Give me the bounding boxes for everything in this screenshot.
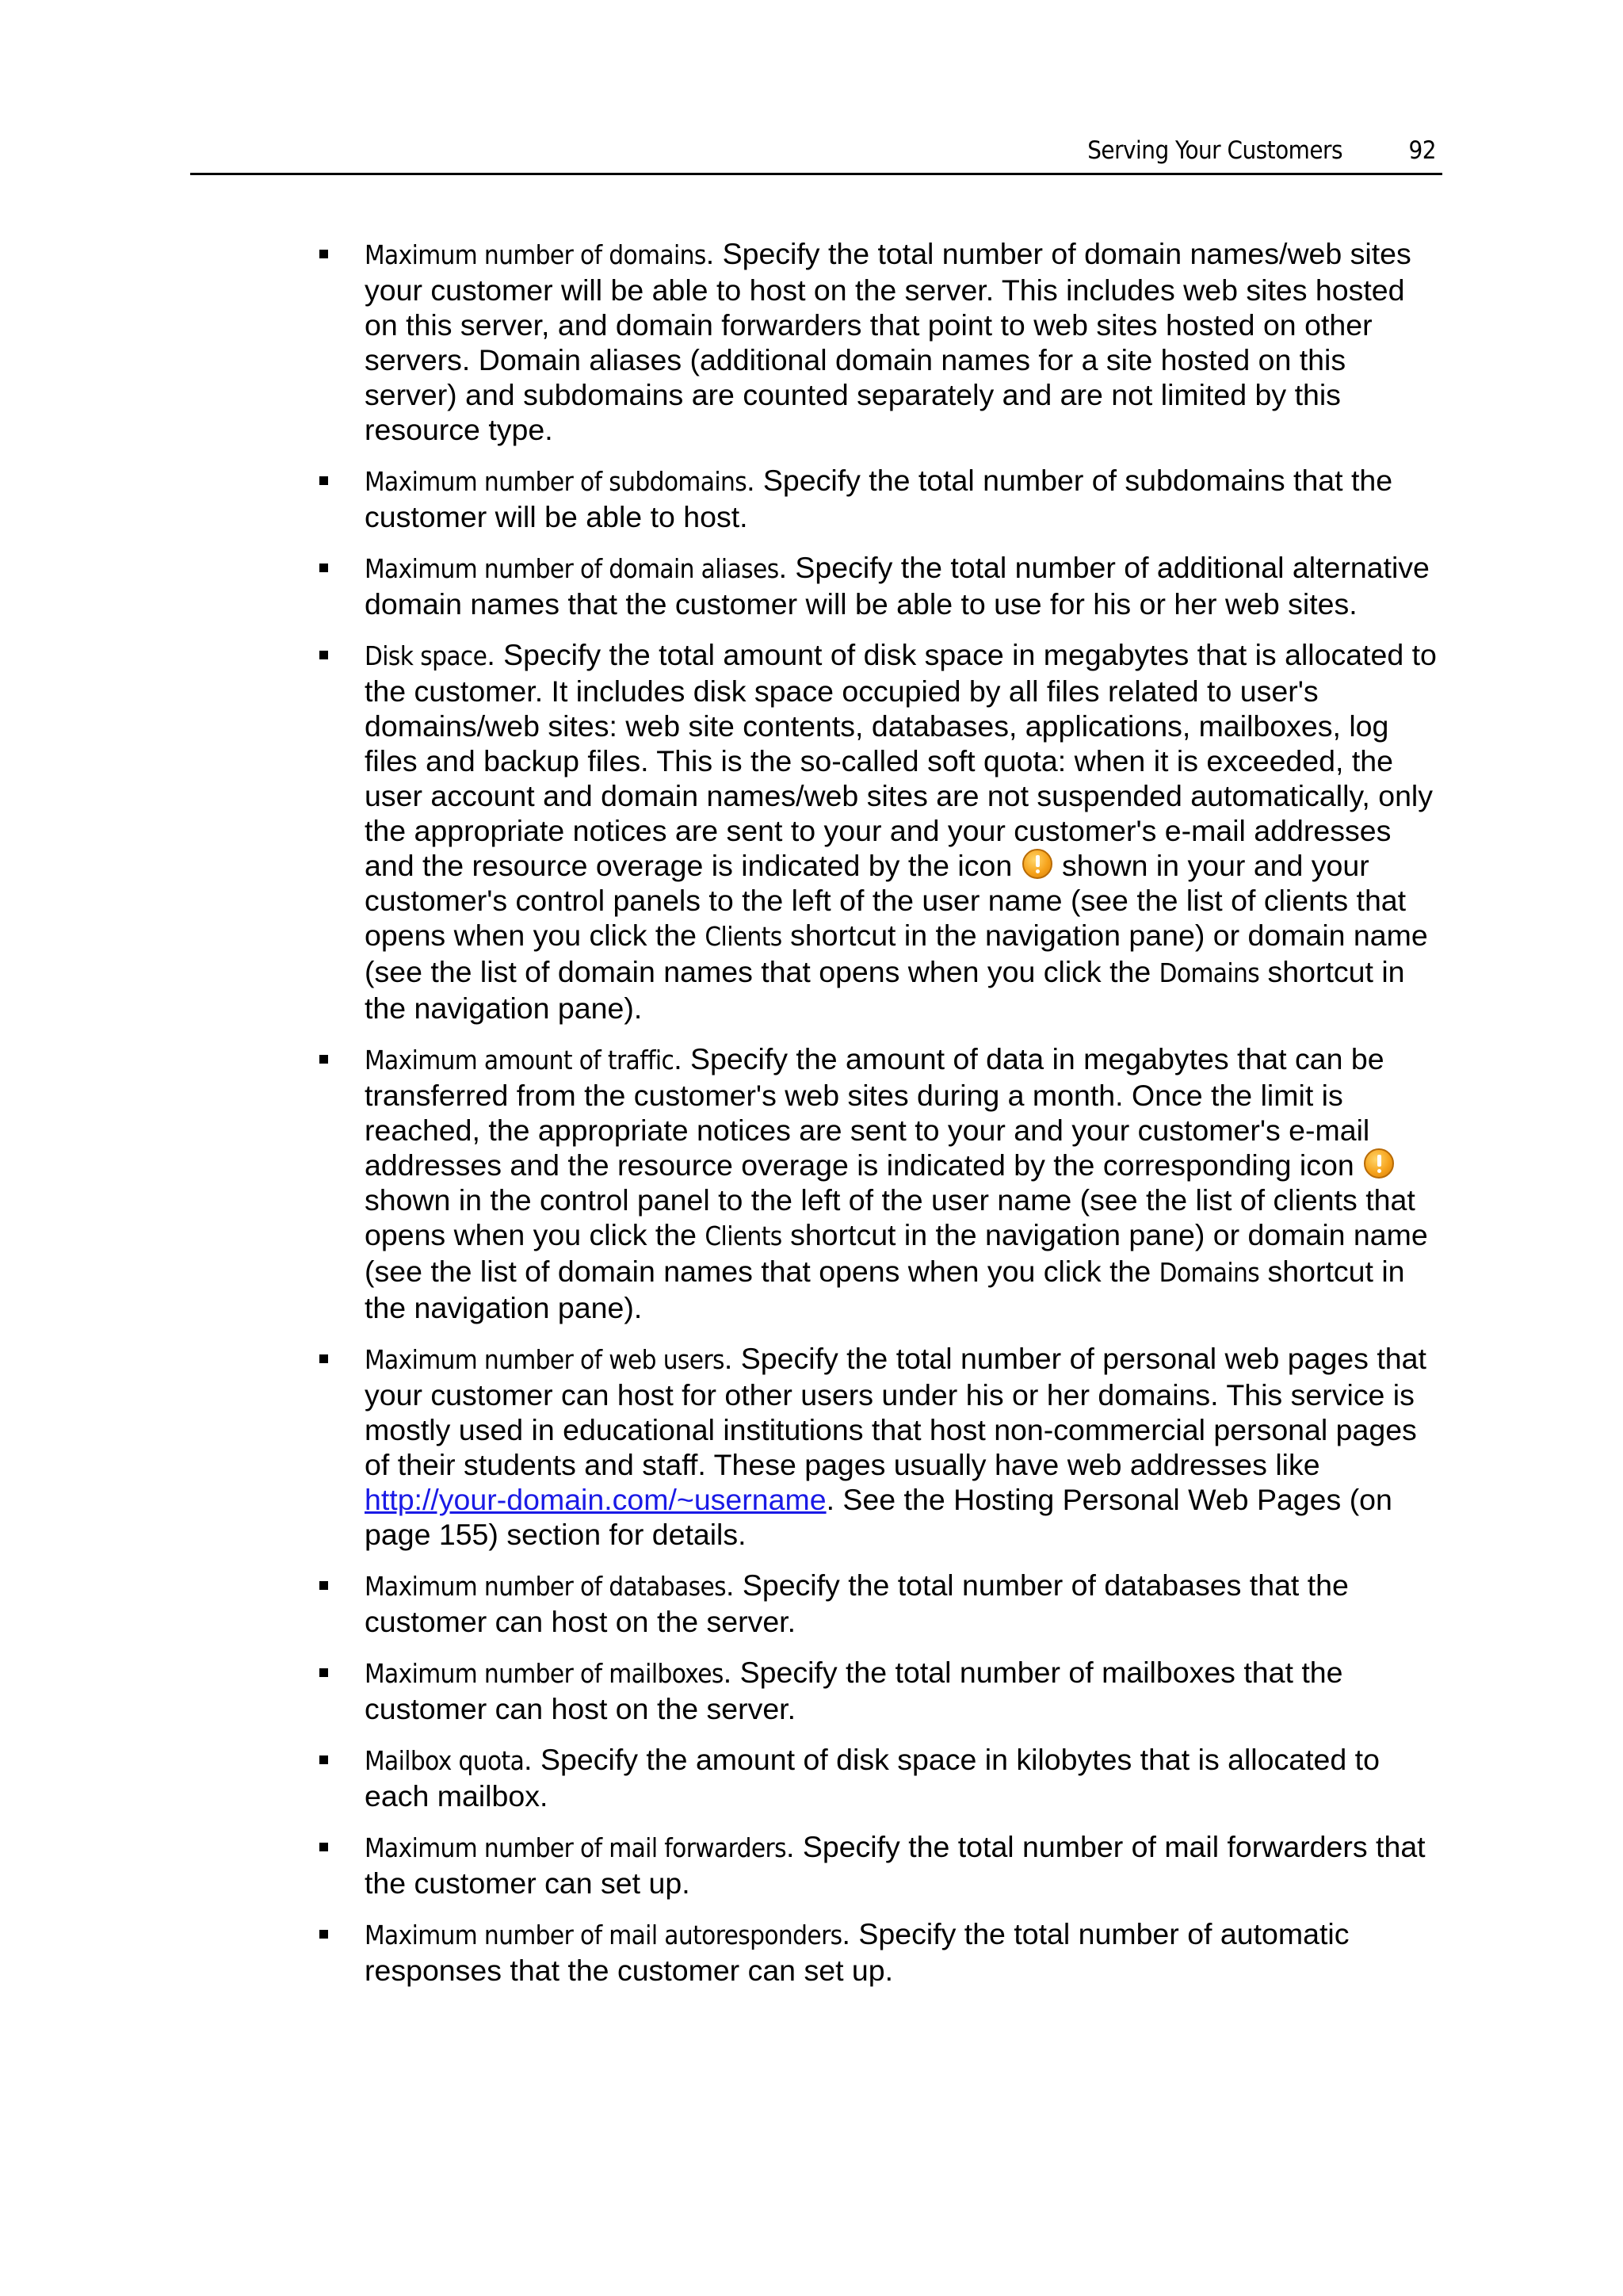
item-description: . Specify the total number of additional alternative domain names that the customer will be able to use for his or her web sites.	[365, 551, 1430, 621]
item-description: . Specify the total number of subdomains that the customer will be able to host.	[365, 464, 1393, 533]
item-term: Disk space	[365, 640, 487, 671]
item-term: Maximum number of domains	[365, 239, 706, 270]
item-description: . Specify the total number of databases that the customer can host on the server.	[365, 1568, 1349, 1638]
resource-limits-list	[0, 236, 1623, 2004]
item-term: Maximum number of subdomains	[365, 466, 747, 497]
list-item-max-domain-aliases	[0, 550, 1623, 621]
domains-shortcut-reference: Domains	[1159, 957, 1260, 988]
item-description-part-a: . Specify the amount of data in megabytes that can be transferred from the customer's web sites during a month. Once the limit is reached, the appropriate notices are sent to your and your customer's e-mail addresses and the resource overage is indicated by the corresponding icon	[365, 1042, 1384, 1182]
square-bullet-icon	[319, 1055, 328, 1064]
example-username-link[interactable]: http://your-domain.com/~username	[365, 1483, 827, 1516]
square-bullet-icon	[319, 250, 328, 258]
item-description: . Specify the total number of automatic responses that the customer can set up.	[365, 1917, 1350, 1987]
item-description-part-b: shown in your and your customer's control panels to the left of the user name (see the list of clients that opens when you click the	[365, 849, 1407, 952]
item-term: Maximum number of mail forwarders	[365, 1832, 786, 1863]
list-item-max-mailboxes	[0, 1655, 1623, 1726]
clients-shortcut-reference: Clients	[705, 921, 782, 952]
page-header	[190, 135, 1442, 175]
square-bullet-icon	[319, 1354, 328, 1363]
item-term: Maximum number of mailboxes	[365, 1658, 724, 1689]
list-item-disk-space	[0, 637, 1623, 1026]
item-description-part-d: shortcut in the navigation pane).	[365, 955, 1405, 1025]
item-description-part-b: . See the Hosting Personal Web Pages (on page 155) section for details.	[365, 1483, 1392, 1551]
list-item-max-mail-forwarders	[0, 1829, 1623, 1901]
warning-exclamation-icon	[1364, 1148, 1394, 1179]
header-section-name: Serving Your Customers	[1087, 136, 1342, 165]
item-term: Maximum number of databases	[365, 1571, 726, 1602]
item-description-part-a: . Specify the total number of personal web pages that your customer can host for other users under his or her domains. This service is mostly used in educational institutions that host non-commercial personal pages of their students and staff. These pages usually have web addresses like	[365, 1342, 1426, 1481]
item-description: . Specify the total number of domain names/web sites your customer will be able to host on the server. This includes web sites hosted on this server, and domain forwarders that point to web sites hosted on other servers. Domain aliases (additional domain names for a site hosted on this server) and subdomains are counted separately and are not limited by this resource type.	[365, 237, 1411, 446]
square-bullet-icon	[319, 651, 328, 659]
list-item-max-databases	[0, 1568, 1623, 1639]
header-page-number: 92	[1408, 136, 1436, 165]
square-bullet-icon	[319, 563, 328, 572]
item-description-part-c: shortcut in the navigation pane) or domain name (see the list of domain names that opens when you click the	[365, 1218, 1428, 1288]
item-term: Maximum number of mail autoresponders	[365, 1920, 842, 1950]
clients-shortcut-reference: Clients	[705, 1221, 782, 1251]
square-bullet-icon	[319, 1843, 328, 1851]
item-term: Maximum number of domain aliases	[365, 553, 779, 584]
list-item-max-subdomains	[0, 463, 1623, 534]
item-description: . Specify the total number of mail forwarders that the customer can set up.	[365, 1830, 1426, 1900]
square-bullet-icon	[319, 476, 328, 485]
list-item-max-mail-autoresponders	[0, 1916, 1623, 1988]
item-description: . Specify the total number of mailboxes that the customer can host on the server.	[365, 1656, 1343, 1725]
list-item-max-traffic	[0, 1041, 1623, 1325]
list-item-max-domains	[0, 236, 1623, 447]
item-description-part-c: shortcut in the navigation pane) or domain name (see the list of domain names that opens when you click the	[365, 919, 1428, 988]
item-description: . Specify the amount of disk space in kilobytes that is allocated to each mailbox.	[365, 1743, 1380, 1813]
square-bullet-icon	[319, 1668, 328, 1677]
square-bullet-icon	[319, 1755, 328, 1764]
list-item-mailbox-quota	[0, 1742, 1623, 1813]
domains-shortcut-reference: Domains	[1159, 1257, 1260, 1288]
item-description-part-b: shown in the control panel to the left of the user name (see the list of clients that opens when you click the	[365, 1183, 1415, 1251]
square-bullet-icon	[319, 1930, 328, 1939]
list-item-max-web-users	[0, 1341, 1623, 1552]
item-term: Maximum amount of traffic	[365, 1045, 674, 1075]
item-description-part-a: . Specify the total amount of disk space in megabytes that is allocated to the customer. It includes disk space occupied by all files related to user's domains/web sites: web site contents, databases, applications, mailboxes, log files and backup files. This is the so-called soft quota: when it is exceeded, the user account and domain names/web sites are not suspended automatically, only the appropriate notices are sent to your and your customer's e-mail addresses and the resource overage is indicated by the icon	[365, 638, 1437, 882]
item-term: Mailbox quota	[365, 1745, 525, 1776]
square-bullet-icon	[319, 1581, 328, 1590]
item-term: Maximum number of web users	[365, 1344, 724, 1375]
item-description-part-d: shortcut in the navigation pane).	[365, 1255, 1405, 1324]
warning-exclamation-icon	[1022, 849, 1052, 879]
